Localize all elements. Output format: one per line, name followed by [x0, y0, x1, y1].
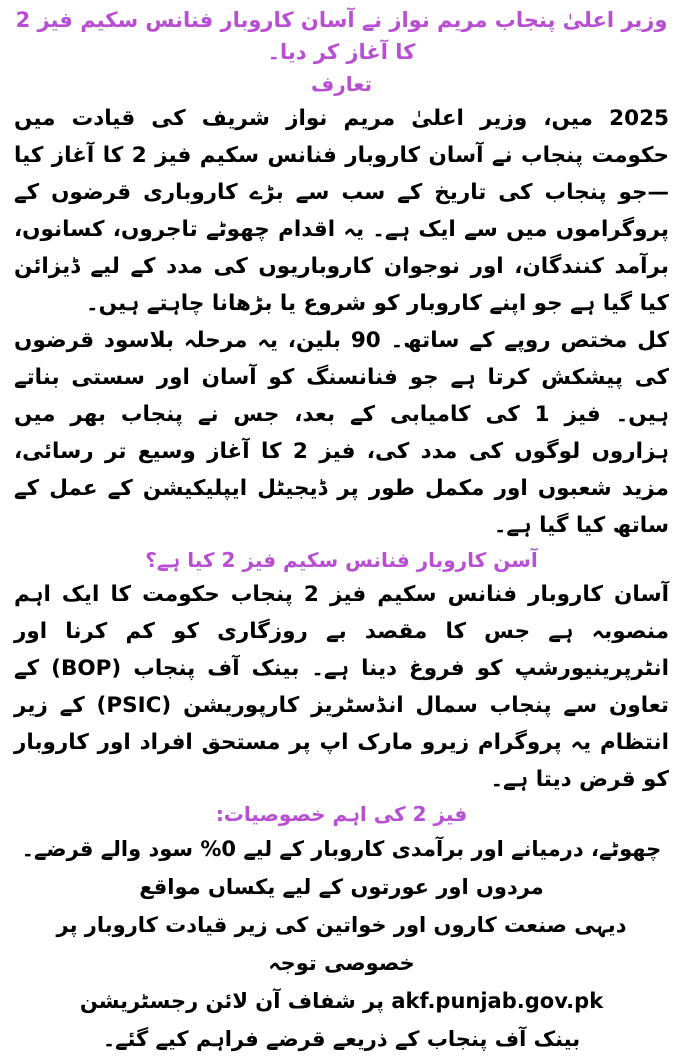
- what-is-paragraph: آسان کاروبار فنانس سکیم فیز 2 پنجاب حکومت کا ایک اہم منصوبہ ہے جس کا مقصد بے روزگاری کو کم کرنا اور انٹرپرینیورشپ کو فروغ دینا ہے۔ بینک آف پنجاب (BOP) کے تعاون سے پنجاب سمال انڈسٹریز کارپوریشن (PSIC) کے زیر انتظام یہ پروگرام زیرو مارک اپ پر مستحق افراد اور کاروبار کو قرض دیتا ہے۔: [14, 582, 670, 792]
- article-title: وزیر اعلیٰ پنجاب مریم نواز نے آسان کاروبار فنانس سکیم فیز 2 کا آغاز کر دیا۔: [15, 8, 668, 64]
- feature-item: مردوں اور عورتوں کے لیے یکساں مواقع: [139, 875, 544, 899]
- intro-paragraph-1: 2025 میں، وزیر اعلیٰ مریم نواز شریف کی قیادت میں حکومت پنجاب نے آسان کاروبار فنانس سکیم فیز 2 کا آغاز کیا—جو پنجاب کی تاریخ کے سب سے بڑے کاروباری قرضوں کے پروگراموں میں سے ایک ہے۔ یہ اقدام چھوٹے تاجروں، کسانوں، برآمد کنندگان، اور نوجوان کاروباریوں کی مدد کے لیے ڈیزائن کیا گیا ہے جو اپنے کاروبار کو شروع یا بڑھانا چاہتے ہیں۔: [14, 106, 670, 316]
- what-is-heading: آسن کاروبار فنانس سکیم فیز 2 کیا ہے؟: [145, 548, 538, 572]
- features-heading: فیز 2 کی اہم خصوصیات:: [215, 802, 468, 826]
- feature-item: بینک آف پنجاب کے ذریعے قرضے فراہم کیے گئے۔: [102, 1027, 581, 1051]
- feature-item: akf.punjab.gov.pk پر شفاف آن لائن رجسٹریشن: [79, 989, 604, 1013]
- intro-heading: تعارف: [310, 72, 373, 96]
- feature-item: چھوٹے، درمیانے اور برآمدی کاروبار کے لیے 0% سود والے قرضے۔: [21, 837, 662, 861]
- feature-item: دیہی صنعت کاروں اور خواتین کی زیر قیادت کاروبار پر خصوصی توجہ: [56, 913, 627, 975]
- intro-paragraph-2: کل مختص روپے کے ساتھ۔ 90 بلین، یہ مرحلہ بلاسود قرضوں کی پیشکش کرتا ہے جو فنانسنگ کو آسان اور سستی بناتے ہیں۔ فیز 1 کی کامیابی کے بعد، جس نے پنجاب بھر میں ہزاروں لوگوں کی مدد کی، فیز 2 کا آغاز وسیع تر رسائی، مزید شعبوں اور مکمل طور پر ڈیجیٹل ایپلیکیشن کے عمل کے ساتھ کیا گیا ہے۔: [14, 328, 670, 538]
